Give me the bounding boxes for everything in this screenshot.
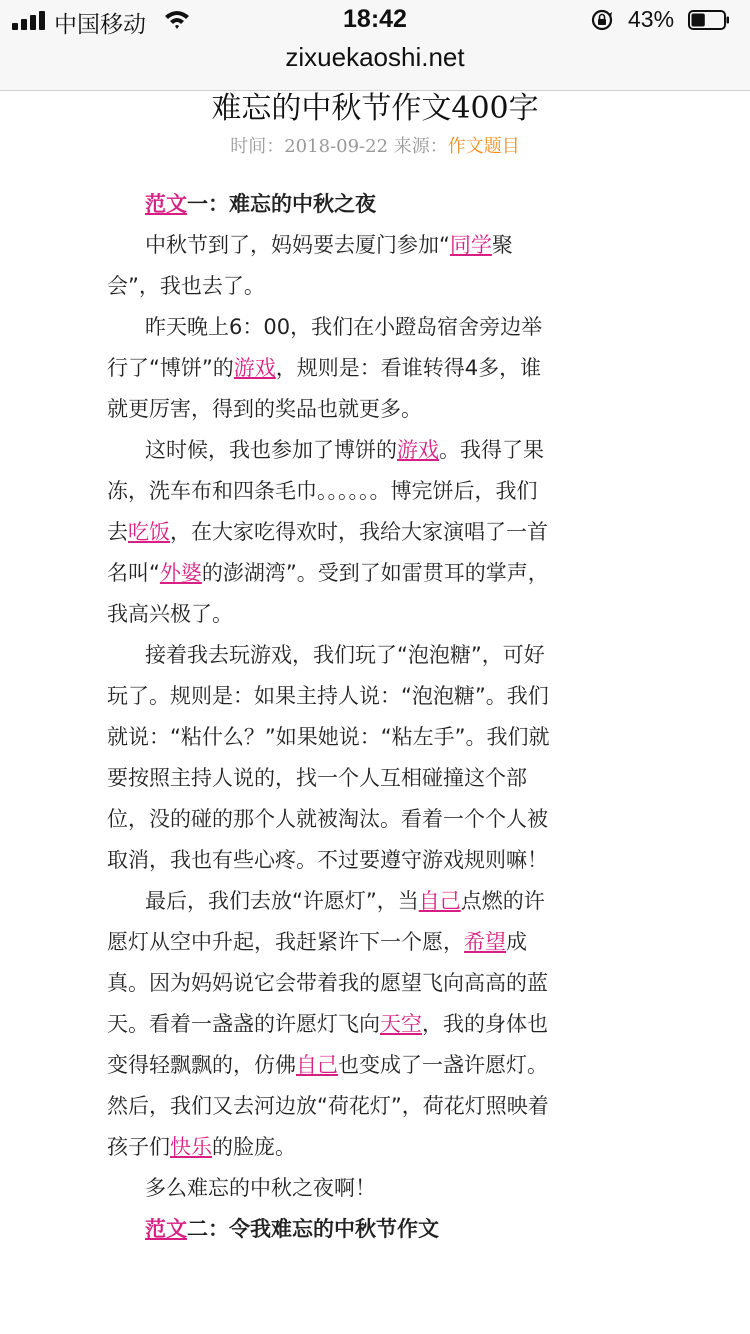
heading-text: 二：令我难忘的中秋节作文 <box>187 1217 439 1241</box>
paragraph-text: 聚会”，我也去了。 <box>107 233 513 298</box>
keyword-link[interactable]: 快乐 <box>170 1135 212 1159</box>
paragraph-text: 。我得了果冻，洗车布和四条毛巾。。。。。。博完饼后，我们去 <box>107 438 544 544</box>
section-heading <box>107 1209 555 1250</box>
url-text[interactable]: zixuekaoshi.net <box>285 42 465 72</box>
keyword-link[interactable]: 外婆 <box>159 561 202 585</box>
paragraph-text: 的澎湖湾”。受到了如雷贯耳的掌声，我高兴极了。 <box>107 561 549 626</box>
keyword-link[interactable]: 游戏 <box>397 438 439 462</box>
meta-source-label: 来源： <box>388 136 448 157</box>
paragraph-text: 昨天晚上6：00，我们在小蹬岛宿舍旁边举行了“博饼”的 <box>107 315 543 380</box>
keyword-link[interactable]: 自己 <box>418 889 461 913</box>
heading-text: 一：难忘的中秋之夜 <box>187 192 376 216</box>
battery-icon <box>688 10 730 30</box>
fanwen-link[interactable]: 范文 <box>145 1217 187 1241</box>
meta-time-label: 时间： <box>230 136 285 157</box>
keyword-link[interactable]: 希望 <box>464 930 506 954</box>
status-bar <box>0 0 750 40</box>
keyword-link[interactable]: 自己 <box>296 1053 338 1077</box>
section-heading <box>107 184 555 225</box>
page-content <box>0 91 750 1334</box>
paragraph-text: ，在大家吃得欢时，我给大家演唱了一首名叫“ <box>107 520 548 585</box>
carrier-name: 中国移动 <box>54 12 146 38</box>
status-time: 18:42 <box>343 5 407 33</box>
article-body <box>107 184 555 1250</box>
paragraph <box>107 881 555 1168</box>
paragraph-text: 成真。因为妈妈说它会带着我的愿望飞向高高的蓝天。看着一盏盏的许愿灯飞向 <box>107 930 548 1036</box>
wifi-icon <box>164 8 190 30</box>
keyword-link[interactable]: 同学 <box>449 233 492 257</box>
meta-date: 2018-09-22 <box>284 136 389 157</box>
paragraph-text: 中秋节到了，妈妈要去厦门参加“ <box>145 233 450 257</box>
paragraph <box>107 307 555 430</box>
address-bar[interactable] <box>0 40 750 91</box>
rotation-lock-icon <box>590 8 614 32</box>
paragraph: 接着我去玩游戏，我们玩了“泡泡糖”，可好玩了。规则是：如果主持人说：“泡泡糖”。我们就说：“粘什么？”如果她说：“粘左手”。我们就要按照主持人说的，找一个人互相碰撞这个部位，没的碰的那个人就被淘汰。看着一个个人被取消，我也有些心疼。不过要遵守游戏规则嘛！ <box>107 643 550 872</box>
fanwen-link[interactable]: 范文 <box>145 192 187 216</box>
keyword-link[interactable]: 吃饭 <box>128 520 170 544</box>
keyword-link[interactable]: 游戏 <box>233 356 276 380</box>
paragraph-text: ，我的身体也变得轻飘飘的，仿佛 <box>107 1012 548 1077</box>
article-meta <box>0 132 750 158</box>
keyword-link[interactable]: 天空 <box>380 1012 422 1036</box>
battery-percent: 43% <box>628 6 675 32</box>
paragraph-text: 最后，我们去放“许愿灯”，当 <box>145 889 419 913</box>
paragraph <box>107 225 555 307</box>
article-title: 难忘的中秋节作文400字 <box>211 91 539 126</box>
paragraph <box>107 430 555 635</box>
paragraph-text: 点燃的许愿灯从空中升起，我赶紧许下一个愿， <box>107 889 545 954</box>
paragraph-text: 的脸庞。 <box>212 1135 296 1159</box>
paragraph-text: 也变成了一盏许愿灯。然后，我们又去河边放“荷花灯”，荷花灯照映着孩子们 <box>107 1053 549 1159</box>
paragraph-text: ，规则是：看谁转得4多，谁就更厉害，得到的奖品也就更多。 <box>107 356 542 421</box>
signal-bars-icon <box>12 10 52 30</box>
meta-source-link[interactable]: 作文题目 <box>447 136 520 157</box>
paragraph-text: 这时候，我也参加了博饼的 <box>145 438 397 462</box>
paragraph: 多么难忘的中秋之夜啊！ <box>145 1176 376 1200</box>
